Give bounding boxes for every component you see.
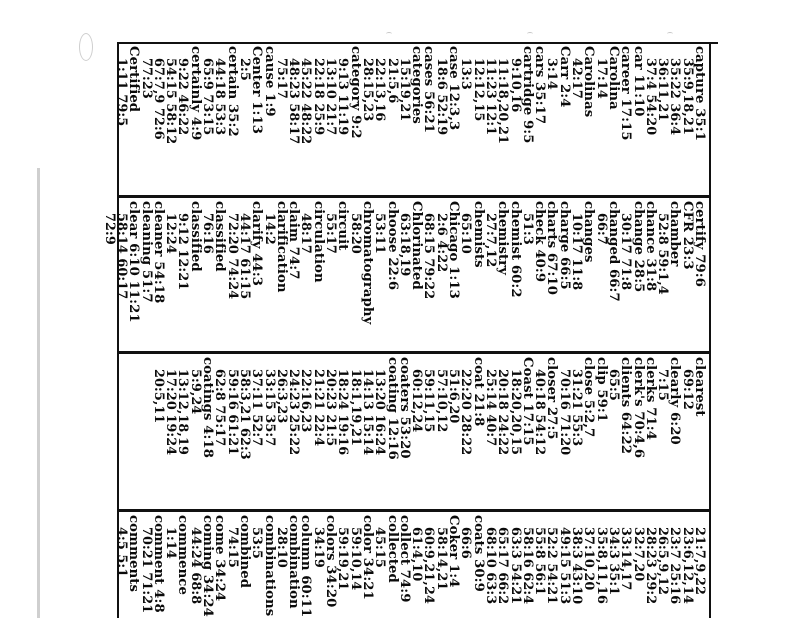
index-page-refs: 72:9 [101, 213, 117, 245]
index-page-refs: 61:4,10 [409, 527, 425, 582]
index-page-refs: 58:20 [347, 213, 363, 254]
index-term: clerks 71:4 [642, 357, 658, 441]
index-page-refs: 74:15 [224, 527, 240, 568]
index-page-refs: 25:14 40:7 [482, 369, 498, 447]
index-page-refs: 10:17 11:8 [569, 213, 584, 291]
index-page-refs: 66:6 [458, 527, 474, 559]
index-term: clarify 44:3 [249, 201, 265, 287]
index-page-refs: 4:5 5:1 [113, 527, 129, 578]
index-divider [118, 195, 710, 198]
index-page-refs: 11:23 12:1 [482, 58, 498, 136]
index-term: Center 1:13 [249, 46, 265, 134]
index-page-refs: 23:6,12,14 [679, 527, 695, 604]
index-page-refs: 75:17 [273, 58, 289, 99]
index-page-refs: 55:8 56:1 [532, 527, 548, 596]
index-term: case 12:3,3 [446, 46, 461, 131]
index-page-refs: 44:24 68:8 [187, 527, 203, 605]
index-term: chance 31:8 [642, 201, 658, 292]
index-page-refs: 53:11 [372, 213, 388, 254]
index-term: coming 34:24 [200, 515, 215, 617]
index-page-refs: 69:12 [679, 369, 695, 410]
index-page-refs: 37:4 54:20 [642, 58, 658, 136]
index-page-refs: 34:3 35:1 [605, 527, 621, 596]
index-page-refs: 27:7,12 [482, 213, 498, 268]
index-page-refs: 32:7,20 [630, 527, 646, 582]
index-page-refs: 26:3,23 [273, 369, 289, 424]
page-edge-shadow [37, 168, 40, 618]
index-page-refs: 51:6,20 [446, 369, 461, 424]
index-page-refs: 57:10,12 [433, 369, 449, 433]
index-term: collected [384, 515, 400, 583]
index-term: combination [286, 515, 302, 609]
index-term: cleaning 51:7 [138, 201, 154, 303]
index-page-refs: 20:18 24:22 [495, 369, 511, 456]
index-page-refs: 51:3 [519, 213, 535, 245]
index-term: colors 34:20 [323, 515, 338, 608]
index-page-refs: 59:19,21 [335, 527, 351, 591]
index-page-refs: 53:5 [249, 527, 265, 559]
index-page-refs: 13:20 16:24 [372, 369, 388, 456]
index-page-refs: 58:3,21 62:3 [236, 369, 252, 460]
index-page-refs: 72:20 74:24 [224, 213, 240, 300]
index-term: categories [409, 46, 425, 124]
index-page-refs: 9:13 11:19 [335, 58, 351, 136]
index-page-refs: 1:14 [163, 527, 179, 559]
index-page-refs: 9:12 12:21 [175, 213, 191, 291]
index-term: car 11:10 [630, 46, 646, 117]
index-page-refs: 54:15 58:12 [163, 58, 179, 145]
index-page-refs: 22:18 25:9 [310, 58, 326, 136]
index-page-refs: 11:18,20,21 [495, 58, 511, 144]
index-term: clear 6:10 11:21 [126, 201, 142, 323]
binder-hole [79, 33, 93, 61]
index-page-refs: 33:14,17 [618, 527, 634, 591]
index-page-refs: 66:7 [593, 213, 609, 245]
index-term: Carolina [605, 46, 621, 110]
scan-speck [527, 32, 533, 36]
index-page-refs: 28:10 [273, 527, 289, 568]
index-page-refs: 24:23 25:22 [286, 369, 302, 456]
index-page-refs: 26:5,9,12 [655, 527, 671, 595]
index-page-refs: 3:14 [544, 58, 560, 90]
index-term: Coker 1:4 [446, 515, 461, 588]
index-page-refs: 33:15 35:7 [261, 369, 277, 447]
index-page-refs: 65:17 66:2 [495, 527, 511, 605]
index-page-refs: 21:5,6 [384, 58, 400, 104]
index-term: cars 35:17 [532, 46, 548, 125]
index-page-refs: 14:13 15:14 [359, 369, 375, 456]
index-term: change 28:5 [630, 201, 646, 293]
index-page-refs: 1:11 79:5 [113, 58, 129, 127]
index-page-refs: 35:9,18,21 [679, 58, 695, 135]
index-term: capture 35:1 [692, 46, 707, 141]
index-page-refs: 42:17 [569, 58, 584, 99]
index-page-refs: 55:17 [323, 213, 338, 254]
index-section-3 [122, 355, 708, 508]
index-term: clerk's 70:4,6 [630, 357, 646, 459]
index-page-refs: 58:16 62:4 [519, 527, 535, 605]
index-term: cases 56:21 [421, 46, 437, 134]
index-page-refs: 77:23 [138, 58, 154, 99]
index-page-refs: 67:7,9 72:6 [150, 58, 166, 140]
index-page-refs: 34:19 [310, 527, 326, 568]
index-page-refs: 70:16 71:20 [556, 369, 572, 456]
index-term: certainly 4:9 [187, 46, 203, 141]
scan-speck [667, 32, 673, 36]
index-page-refs: 22:16,23 [298, 369, 314, 433]
index-page-refs: 7:15 [655, 369, 671, 401]
index-term: career 17:15 [618, 46, 634, 141]
index-page-refs: 9:22 46:22 [175, 58, 191, 136]
index-term: closer 27:5 [544, 357, 560, 440]
index-term: changes [581, 201, 597, 263]
index-term: classified [187, 201, 203, 272]
index-term: clip 59:1 [593, 357, 609, 423]
index-page-refs: 18:6 52:19 [433, 58, 449, 136]
index-page-refs: 44:17 61:15 [236, 213, 252, 300]
index-term: coating 12:16 [384, 357, 400, 460]
index-term: circulation [310, 201, 326, 283]
index-page-refs: 20:5,11 [150, 369, 166, 424]
index-term: certain 35:2 [224, 46, 240, 137]
index-page-refs: 48:23 58:17 [286, 58, 302, 145]
index-page-refs: 23:7 25:16 [667, 527, 683, 605]
index-term: clearest [692, 357, 707, 417]
index-page-refs: 14:2 [261, 213, 277, 245]
index-page-refs: 48:17 [298, 213, 314, 254]
index-term: comments [126, 515, 142, 593]
index-divider [118, 351, 710, 354]
index-term: color 34:21 [359, 515, 375, 600]
index-term: coat 21:8 [470, 357, 486, 427]
index-term: classified [212, 201, 228, 272]
index-term: clarification [273, 201, 289, 293]
index-page-refs: 44:18 53:3 [212, 58, 228, 136]
index-page-refs: 52:2 54:21 [544, 527, 560, 605]
index-term: Carr 2:4 [556, 46, 572, 108]
index-page-refs: 37:11 52:7 [249, 369, 265, 447]
index-page-refs: 17:14 [593, 58, 609, 99]
index-page-refs: 31:21 55:3 [569, 369, 584, 447]
index-term: Chlorinated [409, 201, 425, 290]
index-term: Carolinas [581, 46, 597, 118]
index-page-refs: 58:14,21 [433, 527, 449, 591]
index-term: circuit [335, 201, 351, 251]
index-term: chemist 60:2 [507, 201, 523, 298]
index-page-refs: 65:10 [458, 213, 474, 254]
index-page-refs: 2:5 [236, 58, 252, 81]
index-term: clients 64:22 [618, 357, 634, 455]
index-term: coaters 53:20 [396, 357, 412, 459]
index-page-refs: 68:10 63:3 [482, 527, 498, 605]
index-term: comment 4:8 [150, 515, 166, 613]
index-page-refs: 40:18 54:12 [532, 369, 548, 456]
index-term: check 40:9 [532, 201, 548, 283]
index-page-refs: 21:21 22:4 [310, 369, 326, 447]
index-page-refs: 65:9 73:15 [200, 58, 215, 136]
index-page-refs: 18:24 19:16 [335, 369, 351, 456]
scan-speck [386, 32, 392, 36]
index-page-refs: 70:21 71:21 [138, 527, 154, 614]
index-section-2 [101, 199, 708, 350]
index-term: cleaner 54:18 [150, 201, 166, 304]
index-term: changed 66:7 [605, 201, 621, 302]
index-page-refs: 18:1,19,21 [347, 369, 363, 446]
index-term: combinations [261, 515, 277, 617]
index-page-refs: 68:15 79:22 [421, 213, 437, 300]
index-page-refs: 28:15,23 [359, 58, 375, 122]
index-term: close 5:2,7 [581, 357, 597, 438]
index-page-refs: 35:8,11,16 [593, 527, 609, 604]
index-page-refs: 59:11,15 [421, 369, 437, 433]
index-page-refs: 36:11,21 [655, 58, 671, 122]
index-page-refs: 21:7,9,22 [692, 527, 707, 595]
index-page-refs: 13:12,18,19 [175, 369, 191, 455]
index-page-refs: 76:16 [200, 213, 215, 254]
index-term: certify 79:6 [692, 201, 707, 287]
index-section-1 [113, 44, 708, 194]
index-term: claim 74:7 [286, 201, 302, 280]
index-page-refs: 18:20,20,15 [507, 369, 523, 455]
index-term: category 9:2 [347, 46, 363, 139]
index-page-refs: 12:24 [163, 213, 179, 254]
index-page-refs: 15:19,21 [396, 58, 412, 122]
index-page-refs: 30:17 71:8 [618, 213, 634, 291]
index-term: coatings 4:18 [200, 357, 215, 458]
index-page-refs: 60:12,24 [409, 369, 425, 433]
index-term: collect 74:9 [396, 515, 412, 603]
index-page-refs: 22:13,16 [372, 58, 388, 122]
index-term: chemistry [495, 201, 511, 275]
index-page-refs: 37:10,20 [581, 527, 597, 591]
index-term: Certified [126, 46, 142, 113]
index-page-refs: 59:10,14 [347, 527, 363, 591]
index-page-refs: 35:22 36:4 [667, 58, 683, 136]
index-term: chromatography [359, 201, 375, 325]
index-page-refs: 65:5 [605, 369, 621, 401]
index-page-refs: 13:3 [458, 58, 474, 90]
index-term: chamber [667, 201, 683, 267]
index-term: coats 30:9 [470, 515, 486, 592]
index-page-refs: 45:15 [372, 527, 388, 568]
index-page-refs: 49:15 51:3 [556, 527, 572, 605]
index-term: cartridge 9:5 [519, 46, 535, 144]
index-section-4 [113, 513, 708, 618]
index-page-refs: 22:20 28:22 [458, 369, 474, 456]
index-term: Chicago 1:13 [446, 201, 461, 299]
index-page-refs: 13:10 21:7 [323, 58, 338, 136]
index-term: CFR 23:3 [679, 201, 695, 270]
index-term: charge 66:5 [556, 201, 572, 290]
index-term: Coast 17:15 [519, 357, 535, 446]
index-frame-right [709, 42, 711, 618]
index-term: cause 1:9 [261, 46, 277, 117]
index-page-refs: 17:20 19:24 [163, 369, 179, 456]
index-page-refs: 60:9,21,24 [421, 527, 437, 604]
index-page-refs: 58:14 60:17 [113, 213, 129, 300]
index-term: charts 67:10 [544, 201, 560, 295]
index-term: commence [175, 515, 191, 595]
index-page-refs: 45:22 48:22 [298, 58, 314, 145]
index-term: chemists [470, 201, 486, 268]
index-page-refs: 2:6 4:22 [433, 213, 449, 273]
index-page-refs: 12:12,15 [470, 58, 486, 122]
index-page-refs: 52:8 59:1,4 [655, 213, 671, 295]
index-term: come 34:24 [212, 515, 228, 602]
index-term: column 60:11 [298, 515, 314, 618]
index-page-refs: 28:23 29:2 [642, 527, 658, 605]
index-page-refs: 38:3 43:10 [569, 527, 584, 605]
index-term: choose 22:6 [384, 201, 400, 291]
index-page-refs: 63:18,19 [396, 213, 412, 277]
index-page-refs: 20:23 21:5 [323, 369, 338, 447]
index-page-refs: 9:10,16 [507, 58, 523, 113]
index-page-refs: 62:8 75:17 [212, 369, 228, 447]
index-term: combined [236, 515, 252, 589]
index-divider [118, 509, 710, 512]
index-term: clearly 6:20 [667, 357, 683, 445]
index-page-refs: 59:16 61:21 [224, 369, 240, 456]
index-page-refs: 63:3 54:21 [507, 527, 523, 605]
index-page-refs: 5:9,24 [187, 369, 203, 415]
